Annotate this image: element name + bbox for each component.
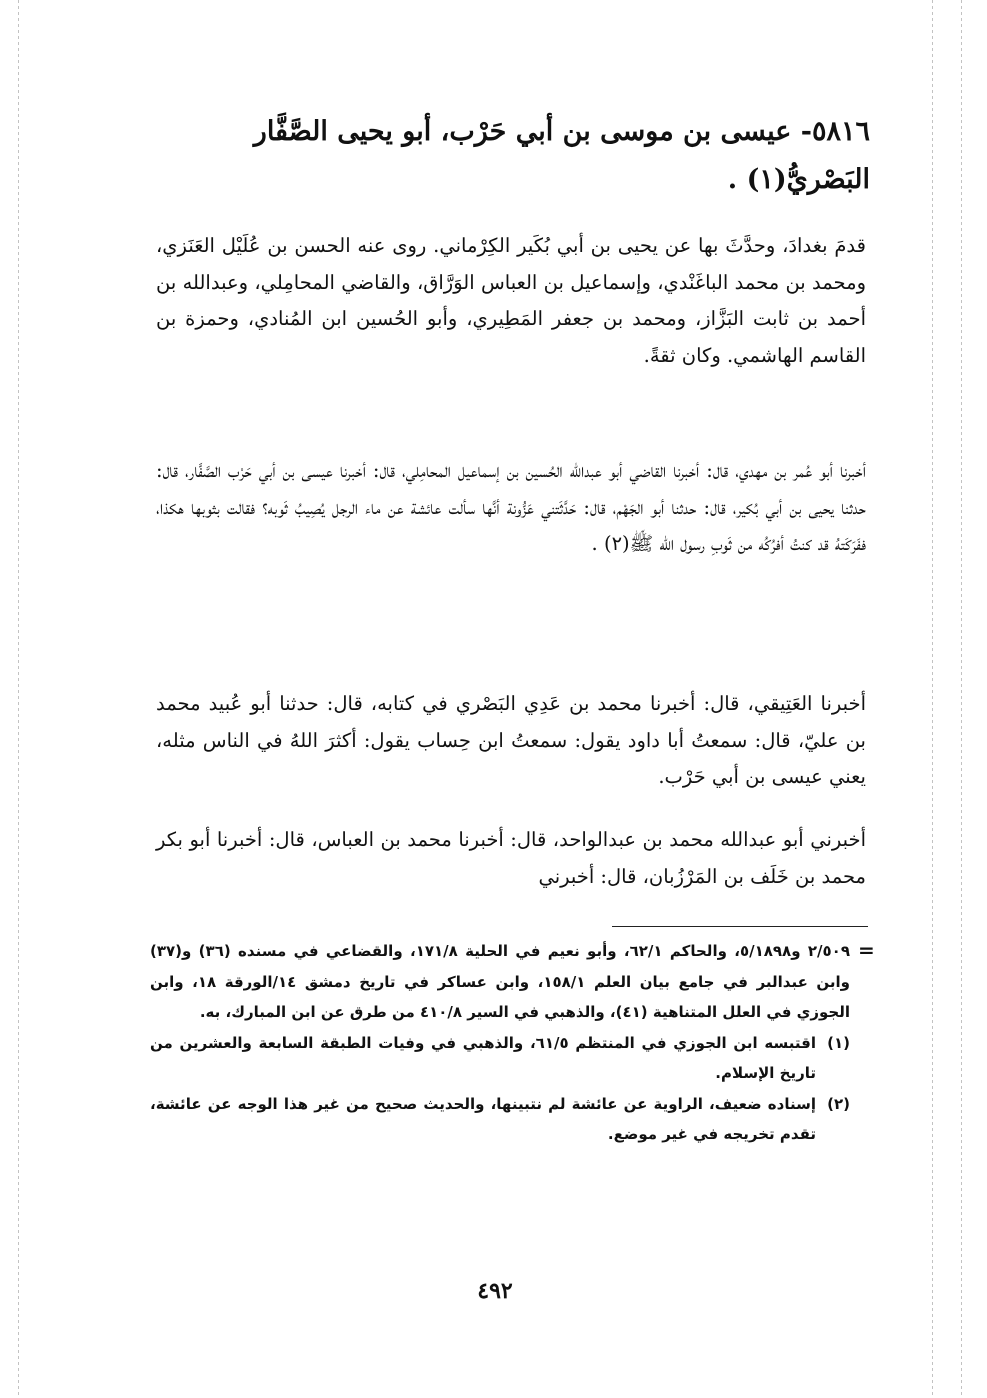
scan-edge-line-right bbox=[932, 0, 933, 1398]
footnote-number: (٢) bbox=[827, 1094, 850, 1113]
footnote-1 bbox=[150, 1028, 850, 1089]
footnote-separator bbox=[612, 926, 868, 927]
paragraph-praise-report: أخبرنا العَتِيقي، قال: أخبرنا محمد بن عَدِي البَصْري في كتابه، قال: حدثنا أبو عُبيد محمد بن عليّ، قال: سمعتُ أبا داود يقول: سمعتُ ابن حِساب يقول: أكثرَ اللهُ في الناس مثله، يعني عيسى بن أبي حَرْب. bbox=[156, 692, 866, 788]
footnote-number: (١) bbox=[827, 1033, 850, 1052]
scan-edge-line-left bbox=[18, 0, 19, 1398]
entry-title: ٥٨١٦- عيسى بن موسى بن أبي حَرْب، أبو يحيى الصَّفَّار البَصْريُّ(١) . bbox=[253, 116, 870, 195]
footnote-text: اقتبسه ابن الجوزي في المنتظم ٦١/٥، والذهبي في وفيات الطبقة السابعة والعشرين من تاريخ الإسلام. bbox=[150, 1033, 816, 1082]
paragraph-hadith-narration: أخبرنا أبو عُمر بن مهدي، قال: أخبرنا القاضي أبو عبدالله الحُسين بن إسماعيل المحامِلي، قال: أخبرنا عيسى بن أبي حَرْب الصَّفَّار، قال: حدثنا يحيى بن أبي بُكير، قال: حدثنا أبو الجَهْم، قال: حَدَّثَتني عَزُّونة أنَّها سألت عائشة عن ماء الرجل يُصِيبُ ثَوبه؟ فقالت بثوبها هكذا، ففَرَكَتهُ قد كنتُ أفرُكُه من ثَوبِ رسول الله ﷺ(٢) . bbox=[156, 459, 866, 555]
footnote-continued bbox=[150, 936, 850, 1028]
footnote-continued-text: ٢/٥٠٩ و٥/١٨٩٨، والحاكم ٦٢/١، وأبو نعيم في الحلية ١٧١/٨، والقضاعي في مسنده (٣٦) و(٣٧) وابن عبدالبر في جامع بيان العلم ١٥٨/١، وابن عساكر في تاريخ دمشق ١٤/الورقة ١٨، وابن الجوزي في العلل المتناهية (٤١)، والذهبي في السير ٤١٠/٨ من طرق عن ابن المبارك، به. bbox=[150, 942, 850, 1021]
footnote-text: إسناده ضعيف، الراوية عن عائشة لم نتبينها، والحديث صحيح من غير هذا الوجه عن عائشة، تقدم تخريجه في غير موضع. bbox=[150, 1094, 816, 1143]
paragraph-biography: قدمَ بغدادَ، وحدَّثَ بها عن يحيى بن أبي بُكَير الكِرْماني. روى عنه الحسن بن عُلَيْل العَنَزي، ومحمد بن محمد الباغَنْدي، وإسماعيل بن العباس الوَرَّاق، والقاضي المحامِلي، وعبدالله بن أحمد بن ثابت البَزَّاز، ومحمد بن جعفر المَطِيري، وأبو الحُسين ابن المُنادي، وحمزة بن القاسم الهاشمي. وكان ثقةً. bbox=[156, 234, 866, 367]
page-number: ٤٩٢ bbox=[477, 1278, 513, 1304]
paragraph-isnad-continued: أخبرني أبو عبدالله محمد بن عبدالواحد، قال: أخبرنا محمد بن العباس، قال: أخبرنا أبو بكر محمد بن خَلَف بن المَرْزُبان، قال: أخبرني bbox=[156, 828, 866, 888]
footnote-continuation-mark: = bbox=[858, 938, 875, 962]
footnote-2 bbox=[150, 1089, 850, 1150]
footnotes-section bbox=[150, 936, 850, 1150]
scan-edge-line-far-right bbox=[961, 0, 962, 1398]
